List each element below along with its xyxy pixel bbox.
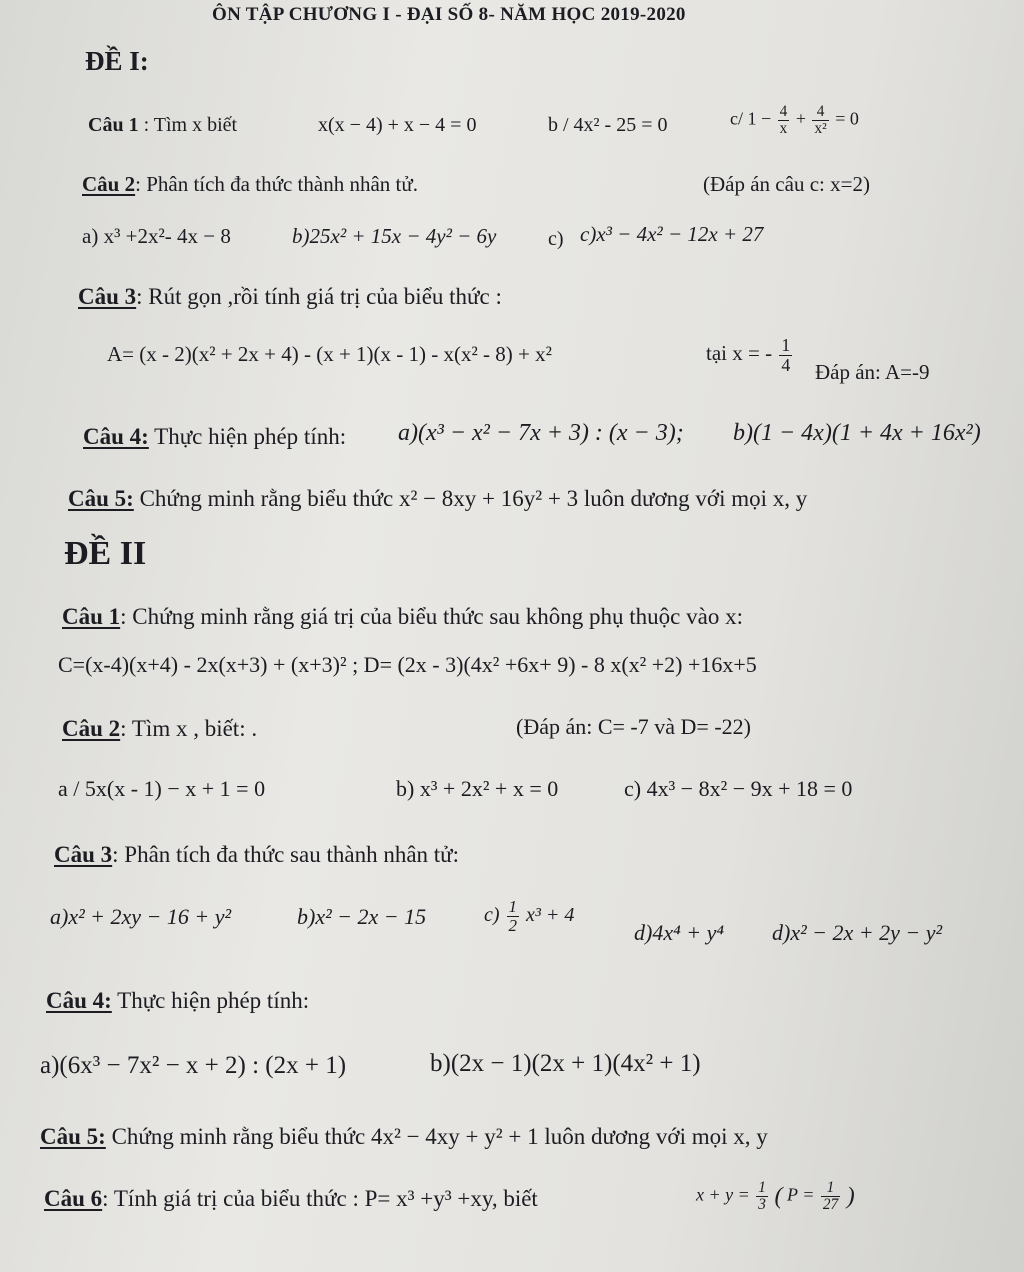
frac-num: 4 <box>812 104 828 121</box>
de2-cau3-d2: d)x² − 2x + 2y − y² <box>772 920 943 945</box>
de2-cau3 <box>54 842 459 868</box>
de2-cau2-text: : Tìm x , biết: . <box>120 716 258 741</box>
de2-cau4-b: b)(2x − 1)(2x + 1)(4x² + 1) <box>430 1050 701 1077</box>
de1-cau2-a: a) x³ +2x²- 4x − 8 <box>82 224 231 248</box>
de1-cau4-label: Câu 4: <box>83 424 149 449</box>
frac-num: 4 <box>779 103 788 120</box>
de1-cau3-label: Câu 3 <box>78 284 137 309</box>
de2-cau6 <box>44 1186 538 1212</box>
de2-cau6-frac2 <box>821 1180 840 1213</box>
de1-cau1-c <box>730 104 859 137</box>
de2-cau3-a: a)x² + 2xy − 16 + y² <box>50 904 232 929</box>
de2-cau6-frac1 <box>756 1180 768 1213</box>
de2-cau4-label: Câu 4: <box>46 988 112 1013</box>
de1-cau3-frac <box>779 336 792 374</box>
plus-sign: + <box>795 108 806 129</box>
de1-cau5 <box>68 486 807 512</box>
de1-cau5-text: Chứng minh rằng biểu thức <box>139 486 394 511</box>
de1-cau5-expr: x² − 8xy + 16y² + 3 <box>398 486 579 511</box>
de2-cau2-a: a / 5x(x - 1) − x + 1 = 0 <box>58 776 266 801</box>
de1-cau4-b: b)(1 − 4x)(1 + 4x + 16x²) <box>733 420 981 446</box>
p-prefix: P = <box>787 1184 815 1205</box>
de2-cau3-b: b)x² − 2x − 15 <box>297 904 427 929</box>
de2-cau5-label: Câu 5: <box>40 1124 106 1149</box>
c-tail: x³ + 4 <box>526 903 575 926</box>
de1-cau1-label: Câu 1 <box>88 114 139 136</box>
c-prefix: c) <box>484 903 500 926</box>
de1-cau1-c-prefix: c/ 1 − <box>730 108 772 129</box>
de2-cau5-text: Chứng minh rằng biểu thức <box>111 1124 366 1149</box>
de2-cau1-expr: C=(x-4)(x+4) - 2x(x+3) + (x+3)² ; D= (2x - 3)(4x² +6x+ 9) - 8 x(x² +2) +16x+5 <box>58 652 757 677</box>
de2-cau3-c <box>484 898 574 935</box>
de1-cau3-expr: A= (x - 2)(x² + 2x + 4) - (x + 1)(x - 1) - x(x² - 8) + x² <box>107 342 552 366</box>
de1-cau2-b: b)25x² + 15x − 4y² − 6y <box>292 224 497 248</box>
frac-num: 1 <box>781 335 791 355</box>
de2-cau4-text: Thực hiện phép tính: <box>117 988 310 1013</box>
de1-cau1-b: b / 4x² - 25 = 0 <box>548 114 668 136</box>
de1-cau1 <box>88 114 237 137</box>
de2-cau4 <box>46 988 309 1014</box>
de1-cau1-text: : Tìm x biết <box>143 114 238 136</box>
de1-cau4-text: Thực hiện phép tính: <box>154 424 347 449</box>
de1-cau1-c-frac1 <box>778 104 790 137</box>
frac-den: 4 <box>781 354 791 375</box>
de2-cau1-label: Câu 1 <box>62 604 121 629</box>
section-heading-de2: ĐỀ II <box>64 535 147 572</box>
de1-cau2-c: c)x³ − 4x² − 12x + 27 <box>580 222 764 246</box>
page-title: ÔN TẬP CHƯƠNG I - ĐẠI SỐ 8- NĂM HỌC 2019-2020 <box>212 4 686 25</box>
de1-cau3-text: : Rút gọn ,rồi tính giá trị của biểu thức : <box>136 284 502 309</box>
frac-num: 1 <box>821 1180 840 1197</box>
de1-cau5-label: Câu 5: <box>68 486 134 511</box>
de1-cau2-text: : Phân tích đa thức thành nhân tử. <box>135 172 418 196</box>
frac-num: 1 <box>758 1179 766 1196</box>
de1-cau1-a: x(x − 4) + x − 4 = 0 <box>318 114 477 136</box>
de2-cau6-cond <box>696 1180 855 1213</box>
de2-cau5-tail: luôn dương với mọi x, y <box>544 1124 768 1149</box>
de2-cau3-label: Câu 3 <box>54 842 113 867</box>
section-heading-de1: ĐỀ I: <box>85 46 149 76</box>
frac-den: 2 <box>508 915 518 935</box>
frac-num: 1 <box>508 897 518 916</box>
de1-cau2-label: Câu 2 <box>82 172 136 196</box>
de2-cau6-text: : Tính giá trị của biểu thức : P= x³ +y³ +xy, biết <box>102 1186 538 1211</box>
frac-den: x <box>779 120 788 138</box>
de2-cau1 <box>62 604 743 630</box>
de1-cau4 <box>83 424 346 450</box>
de2-cau1-text: : Chứng minh rằng giá trị của biểu thức sau không phụ thuộc vào x: <box>120 604 743 629</box>
equals: = 0 <box>835 108 859 129</box>
de2-cau4-a: a)(6x³ − 7x² − x + 2) : (2x + 1) <box>40 1052 347 1079</box>
de1-cau4-a: a)(x³ − x² − 7x + 3) : (x − 3); <box>398 420 684 446</box>
cond-prefix: x + y = <box>696 1184 750 1205</box>
de2-cau3-c-frac <box>507 898 520 935</box>
de2-cau6-label: Câu 6 <box>44 1186 103 1211</box>
open-paren: ( <box>774 1182 783 1210</box>
de1-cau5-tail: luôn dương với mọi x, y <box>583 486 808 511</box>
de1-cau2-note: (Đáp án câu c: x=2) <box>703 172 870 196</box>
de2-cau3-d1: d)4x⁴ + y⁴ <box>634 920 724 945</box>
de2-cau2-label: Câu 2 <box>62 716 121 741</box>
de2-cau2-b: b) x³ + 2x² + x = 0 <box>396 776 559 801</box>
de1-cau3 <box>78 284 502 310</box>
de1-cau3-at <box>706 336 794 374</box>
de2-cau2 <box>62 716 257 742</box>
de2-cau5-expr: 4x² − 4xy + y² + 1 <box>370 1124 539 1149</box>
de1-cau1-c-frac2 <box>812 104 828 137</box>
de2-cau2-note: (Đáp án: C= -7 và D= -22) <box>516 714 751 739</box>
de1-cau2 <box>82 172 418 196</box>
frac-den: x² <box>814 120 827 138</box>
de1-cau3-answer: Đáp án: A=-9 <box>815 360 930 384</box>
de1-cau2-c-label: c) <box>548 228 564 250</box>
at-text: tại x = - <box>706 341 773 366</box>
frac-den: 27 <box>822 1196 839 1214</box>
de2-cau3-text: : Phân tích đa thức sau thành nhân tử: <box>112 842 460 867</box>
de2-cau5 <box>40 1124 768 1150</box>
de2-cau2-c: c) 4x³ − 8x² − 9x + 18 = 0 <box>624 776 853 801</box>
frac-den: 3 <box>758 1196 766 1214</box>
close-paren: ) <box>846 1182 855 1210</box>
